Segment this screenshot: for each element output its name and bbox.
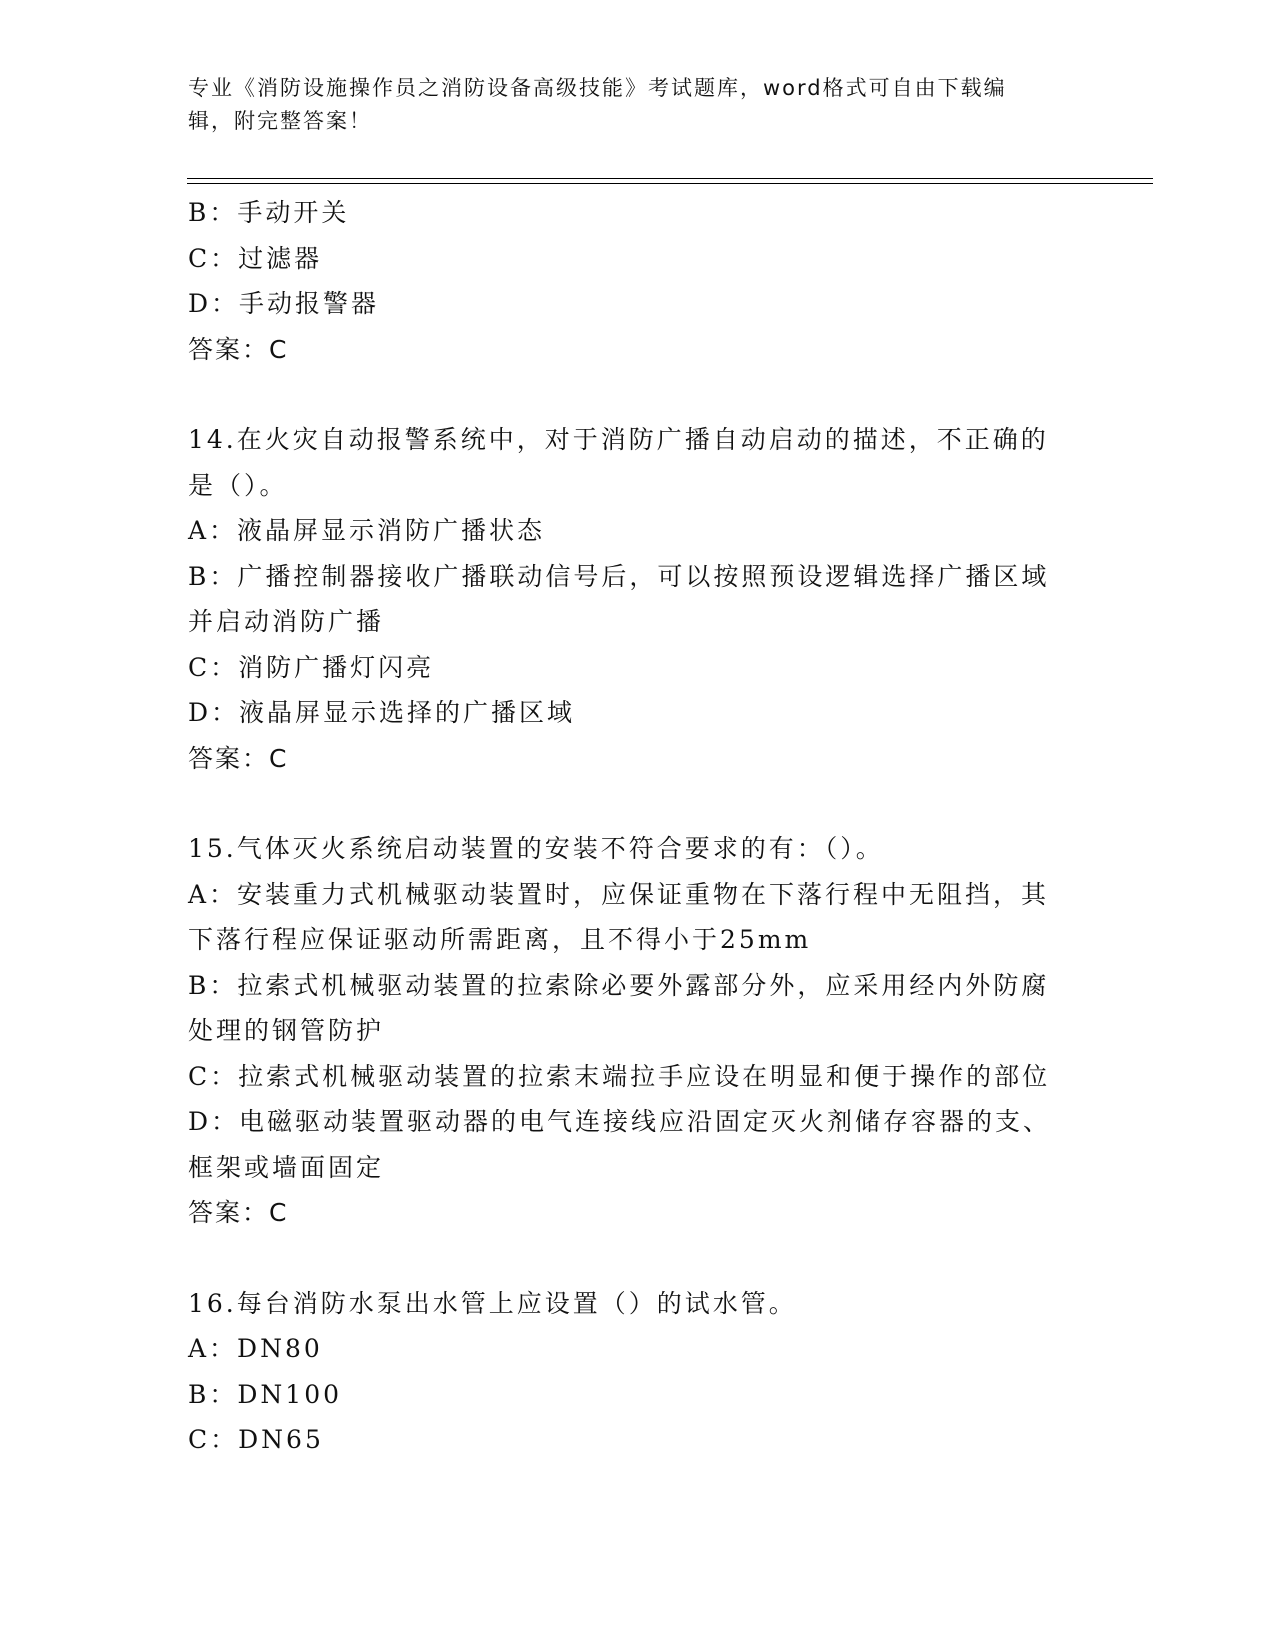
option-b: B：DN100 <box>188 1379 343 1409</box>
option-b: B：手动开关 <box>188 198 350 227</box>
answer: 答案：C <box>188 334 289 364</box>
option-c: C：消防广播灯闪亮 <box>188 652 435 682</box>
option-a: A：液晶屏显示消防广播状态 <box>188 516 546 545</box>
answer: 答案：C <box>188 1198 289 1227</box>
option-a-continued: 下落行程应保证驱动所需距离，且不得小于25mm <box>188 925 812 954</box>
option-c: C：过滤器 <box>188 243 323 273</box>
header-line-1: 专业《消防设施操作员之消防设备高级技能》考试题库，word格式可自由下载编 <box>188 76 1007 100</box>
option-a: A：安装重力式机械驱动装置时，应保证重物在下落行程中无阻挡，其 <box>188 879 1050 909</box>
question-stem: 15.气体灭火系统启动装置的安装不符合要求的有：（）。 <box>188 834 884 863</box>
question-13 <box>188 190 1078 372</box>
option-a: A：DN80 <box>188 1334 323 1363</box>
option-d: D：液晶屏显示选择的广播区域 <box>188 698 576 727</box>
question-stem: 14.在火灾自动报警系统中，对于消防广播自动启动的描述，不正确的 <box>188 425 1049 454</box>
option-d-continued: 框架或墙面固定 <box>188 1152 385 1182</box>
option-c: C：DN65 <box>188 1425 324 1454</box>
header-divider-bottom <box>187 183 1153 184</box>
option-c: C：拉索式机械驱动装置的拉索末端拉手应设在明显和便于操作的部位 <box>188 1061 1051 1091</box>
option-d: D：电磁驱动装置驱动器的电气连接线应沿固定灭火剂储存容器的支、 <box>188 1107 1052 1136</box>
option-d: D：手动报警器 <box>188 289 380 318</box>
header-divider-top <box>187 178 1153 179</box>
question-14 <box>188 417 1078 781</box>
question-stem: 16.每台消防水泵出水管上应设置（）的试水管。 <box>188 1288 797 1318</box>
document-body <box>188 190 1078 1463</box>
spacer <box>188 372 1078 417</box>
document-header <box>188 72 1068 138</box>
option-b: B：拉索式机械驱动装置的拉索除必要外露部分外，应采用经内外防腐 <box>188 970 1050 1000</box>
option-b: B：广播控制器接收广播联动信号后，可以按照预设逻辑选择广播区域 <box>188 561 1050 591</box>
question-15 <box>188 826 1078 1236</box>
spacer <box>188 1236 1078 1281</box>
option-b-continued: 处理的钢管防护 <box>188 1016 385 1045</box>
spacer <box>188 781 1078 826</box>
option-b-continued: 并启动消防广播 <box>188 607 385 636</box>
header-line-2: 辑，附完整答案！ <box>188 109 372 133</box>
question-stem: 是（）。 <box>188 470 288 500</box>
question-16 <box>188 1281 1078 1463</box>
answer: 答案：C <box>188 743 289 773</box>
